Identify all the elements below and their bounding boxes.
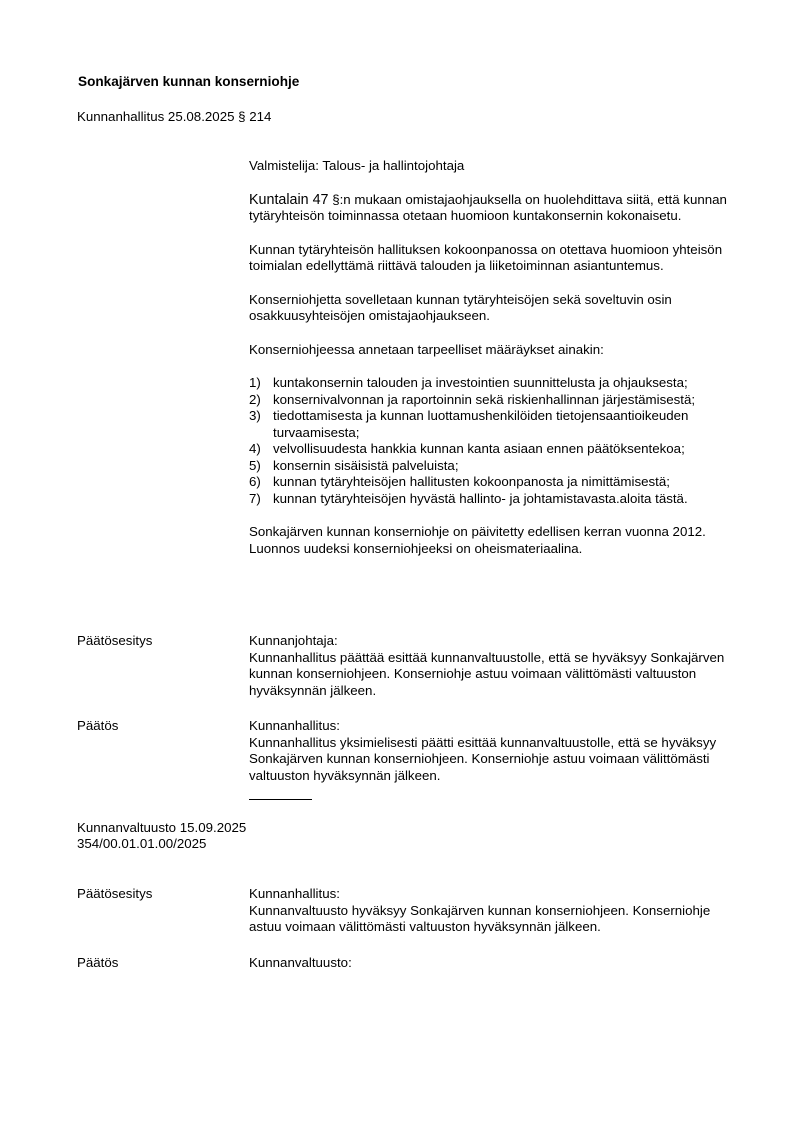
list-text: kuntakonsernin talouden ja investointien suunnittelusta ja ohjauksesta; [273,375,688,390]
record-number: 354/00.01.01.00/2025 [77,836,207,851]
document-title: Sonkajärven kunnan konserniohje [78,74,300,89]
decision-label-2: Päätös [77,955,119,970]
list-item [249,458,739,475]
list-item [249,491,739,508]
proposal-label-2: Päätösesitys [77,886,153,901]
paragraph-municipal-act [249,192,739,225]
list-number: 3) [249,408,261,423]
decision-author-1: Kunnanhallitus: [249,718,340,733]
list-text: konsernivalvonnan ja raportoinnin sekä riskienhallinnan järjestämisestä; [273,391,696,407]
list-text: velvollisuudesta hankkia kunnan kanta asiaan ennen päätöksentekoa; [273,441,685,456]
paragraph-lead: Kuntalain 47 [249,191,329,208]
paragraph-rest: §:n mukaan omistajaohjauksella on huolehdittava siitä, että kunnan tytäryhteisön toiminnassa otetaan huomioon kuntakonsernin kokonaisetu. [249,191,727,223]
decision-content-1 [249,718,739,784]
meeting-reference-board: Kunnanhallitus 25.08.2025 § 214 [77,109,272,124]
preparation-section [249,158,739,574]
proposal-label-1: Päätösesitys [77,633,153,648]
list-item [249,375,739,392]
list-number: 5) [249,457,261,473]
preparer-line: Valmistelija: Talous- ja hallintojohtaja [249,158,465,173]
separator-line [249,799,312,800]
meeting-reference-council: Kunnanvaltuusto 15.09.2025 [77,820,247,835]
list-number: 1) [249,375,261,390]
list-number: 6) [249,474,261,489]
proposal-author-1: Kunnanjohtaja: [249,633,338,648]
list-item [249,474,739,491]
paragraph-list-intro: Konserniohjeessa annetaan tarpeelliset määräykset ainakin: [249,341,604,357]
proposal-text-2: Kunnanvaltuusto hyväksyy Sonkajärven kunnan konserniohjeen. Konserniohje astuu voimaan välittömästi valtuuston hyväksynnän jälkeen. [249,902,711,934]
decision-text-1: Kunnanhallitus yksimielisesti päätti esittää kunnanvaltuustolle, että se hyväksyy Sonkajärven kunnan konserniohjeen. Konserniohje astuu voimaan välittömästi valtuuston hyväksynnän jälkeen. [249,734,717,783]
paragraph-scope: Konserniohjetta sovelletaan kunnan tytäryhteisöjen sekä soveltuvin osin osakkuusyhteisöjen omistajaohjaukseen. [249,291,672,323]
list-text: konsernin sisäisistä palveluista; [273,457,459,473]
list-text: kunnan tytäryhteisöjen hyvästä hallinto- ja johtamistavasta.aloita tästä. [273,490,688,506]
list-item [249,408,739,441]
list-item [249,392,739,409]
provisions-list [249,375,739,507]
proposal-author-2: Kunnanhallitus: [249,886,340,901]
list-text: kunnan tytäryhteisöjen hallitusten kokoonpanosta ja nimittämisestä; [273,474,670,489]
list-number: 7) [249,490,261,506]
list-number: 4) [249,441,261,456]
list-item [249,441,739,458]
list-text: tiedottamisesta ja kunnan luottamushenkilöiden tietojensaantioikeuden turvaamisesta; [273,408,689,440]
decision-label-1: Päätös [77,718,119,733]
paragraph-update-note: Sonkajärven kunnan konserniohje on päivitetty edellisen kerran vuonna 2012. Luonnos uudeksi konserniohjeeksi on oheismateriaalina. [249,524,706,556]
list-number: 2) [249,391,261,407]
proposal-content-1 [249,633,739,699]
decision-author-2: Kunnanvaltuusto: [249,955,352,970]
paragraph-board-composition: Kunnan tytäryhteisön hallituksen kokoonpanossa on otettava huomioon yhteisön toimialan edellyttämä riittävä talouden ja liiketoiminnan asiantuntemus. [249,241,723,273]
proposal-content-2 [249,886,739,936]
proposal-text-1: Kunnanhallitus päättää esittää kunnanvaltuustolle, että se hyväksyy Sonkajärven kunnan konserniohjeen. Konserniohje astuu voimaan välittömästi valtuuston hyväksynnän jälkeen. [249,649,725,698]
